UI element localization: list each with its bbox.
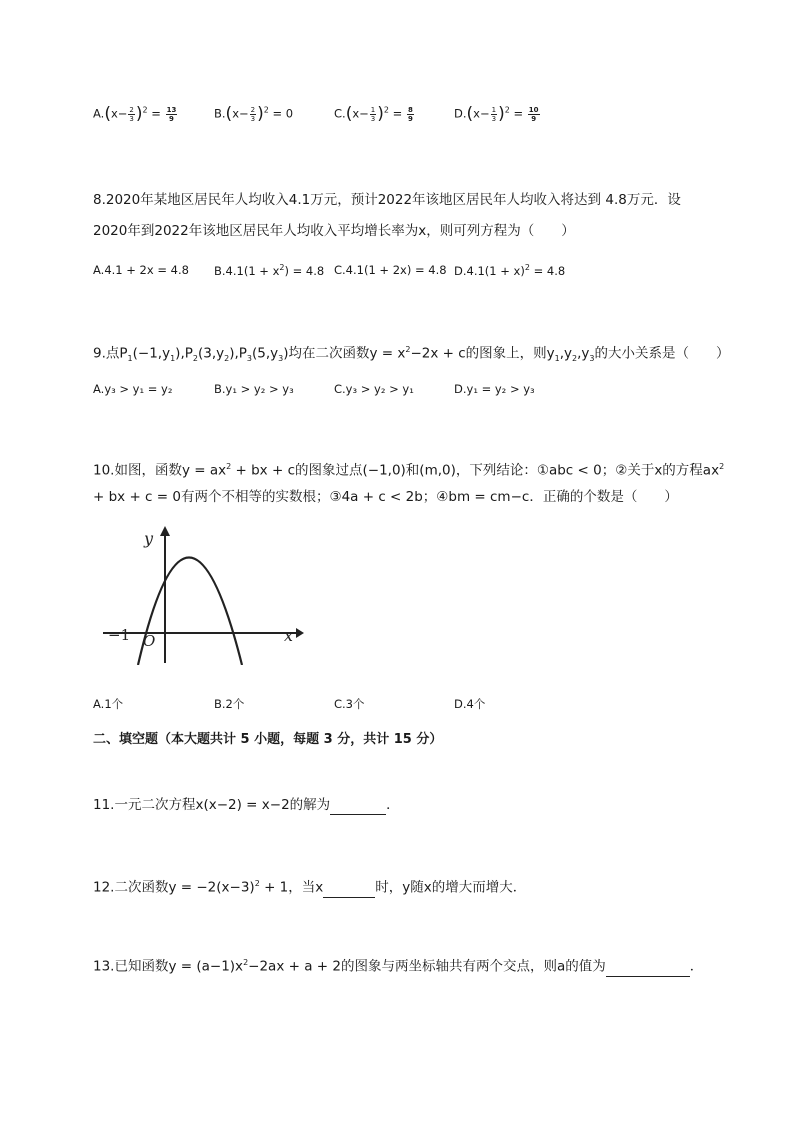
q7-option-c: C.(x− $\frac{1}{3}$ )$^2$ = $\frac{8}{9}$: [334, 104, 413, 124]
q8-stem-line2: 2020年到2022年该地区居民年人均收入平均增长率为x，则可列方程为（ ）: [93, 223, 575, 239]
q8-option-d: $D.4.1(1 + x)^2 = 4.8$: [454, 263, 566, 278]
q9-option-d: D.y₁ = y₂ > y₃: [454, 382, 535, 396]
q13-answer-blank[interactable]: [606, 958, 690, 977]
q10-option-a: A.1个: [93, 697, 124, 711]
q9-option-c: C.y₃ > y₂ > y₁: [334, 382, 414, 396]
q8-stem-line1: 8.2020年某地区居民年人均收入4.1万元，预计2022年该地区居民年人均收入将达到 4.8万元．设: [93, 192, 681, 208]
origin-label: O: [143, 632, 156, 650]
q9-stem: 9.点$P_1(-1,y_1),P_2(3,y_2),P_3(5,y_3)$均在二次函数$y = x^2-2x + c$的图象上，则$y_1,y_2,y_3$的大小关系是（ ）: [93, 345, 730, 364]
q10-option-d: D.4个: [454, 697, 486, 711]
q9-option-b: B.y₁ > y₂ > y₃: [214, 382, 294, 396]
q10-option-c: C.3个: [334, 697, 365, 711]
y-axis-arrow: [160, 526, 170, 536]
q8-option-c: C.4.1(1 + 2x) = 4.8: [334, 263, 447, 277]
q11-answer-blank[interactable]: [330, 796, 386, 815]
q13-stem: 13.已知函数$y = (a-1)x^2-2ax + a + 2$的图象与两坐标轴共有两个交点，则a的值为 ．: [93, 958, 704, 975]
x-axis-arrow: [296, 628, 304, 638]
q12-stem: 12.二次函数$y = -2(x-3)^2 + 1$，当x 时，y随x的增大而增大．: [93, 879, 527, 896]
x-axis-label: x: [284, 626, 294, 645]
q8-option-b: $B.4.1(1 + x^2) = 4.8$: [214, 263, 325, 278]
neg-one-label: −1: [108, 626, 131, 644]
q8-option-a: A.4.1 + 2x = 4.8: [93, 263, 189, 277]
q9-option-a: A.y₃ > y₁ = y₂: [93, 382, 173, 396]
q7-option-d: D.(x− $\frac{1}{3}$ )$^2$ = $\frac{10}{9}$: [454, 104, 539, 124]
q12-answer-blank[interactable]: [323, 879, 375, 898]
q10-stem-line2: + bx + c = 0有两个不相等的实数根；③4a + c < 2b；④bm = cm−c．正确的个数是（ ）: [93, 489, 678, 505]
q10-option-b: B.2个: [214, 697, 245, 711]
q7-option-b: B.(x− $\frac{2}{3}$ )$^2$ = 0: [214, 104, 294, 124]
q10-parabola-graph: [98, 520, 313, 665]
y-axis-label: y: [144, 529, 154, 548]
q7-option-a: A.(x− $\frac{2}{3}$ )$^2$ = $\frac{13}{9}$: [93, 104, 177, 124]
section-heading-fill-blank: 二、填空题（本大题共计 5 小题，每题 3 分，共计 15 分）: [93, 732, 443, 747]
q11-stem: 11.一元二次方程x(x−2) = x−2的解为 ．: [93, 797, 400, 813]
q10-stem-line1: 10.如图，函数$y = ax^2$ + bx + c的图象过点(−1,0)和(m,0)，下列结论：①abc < 0；②关于x的方程$ax^2$: [93, 462, 725, 479]
